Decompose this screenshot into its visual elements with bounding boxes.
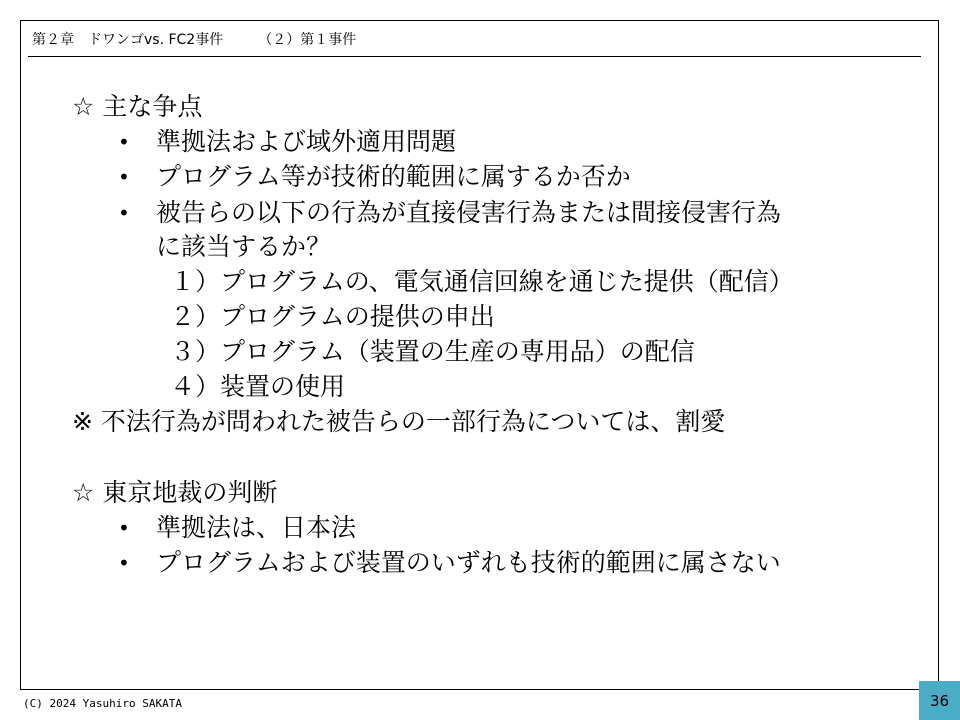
- sub-item-2: ２）プログラムの提供の申出: [170, 302, 495, 331]
- sub-item-1: １）プログラムの、電気通信回線を通じた提供（配信）: [170, 267, 794, 296]
- bullet-marker: •: [118, 130, 130, 154]
- section-heading-judgment: ☆ 東京地裁の判断: [72, 478, 278, 507]
- slide-header-title: 第２章 ドワンゴvs. FC2事件 （２）第１事件: [32, 32, 357, 48]
- issue-bullet-3: 被告らの以下の行為が直接侵害行為または間接侵害行為: [156, 198, 782, 227]
- issue-bullet-2: プログラム等が技術的範囲に属するか否か: [156, 162, 631, 191]
- page-number-badge: [919, 681, 960, 720]
- bullet-marker: •: [118, 551, 130, 575]
- judgment-bullet-1: 準拠法は、日本法: [156, 513, 357, 542]
- copyright-text: (C) 2024 Yasuhiro SAKATA: [23, 697, 182, 710]
- section-heading-issues: ☆ 主な争点: [72, 92, 203, 121]
- judgment-bullet-2: プログラムおよび装置のいずれも技術的範囲に属さない: [156, 548, 781, 577]
- bullet-marker: •: [118, 165, 130, 189]
- bullet-marker: •: [118, 201, 130, 225]
- issue-bullet-1: 準拠法および域外適用問題: [156, 127, 457, 156]
- sub-item-4: ４）装置の使用: [170, 372, 346, 401]
- omission-note: ※ 不法行為が問われた被告らの一部行為については、割愛: [72, 407, 726, 436]
- issue-bullet-3-continuation: に該当するか？: [156, 232, 332, 261]
- sub-item-3: ３）プログラム（装置の生産の専用品）の配信: [170, 337, 695, 366]
- header-divider: [28, 56, 921, 57]
- page-number: 36: [929, 691, 950, 710]
- bullet-marker: •: [118, 516, 130, 540]
